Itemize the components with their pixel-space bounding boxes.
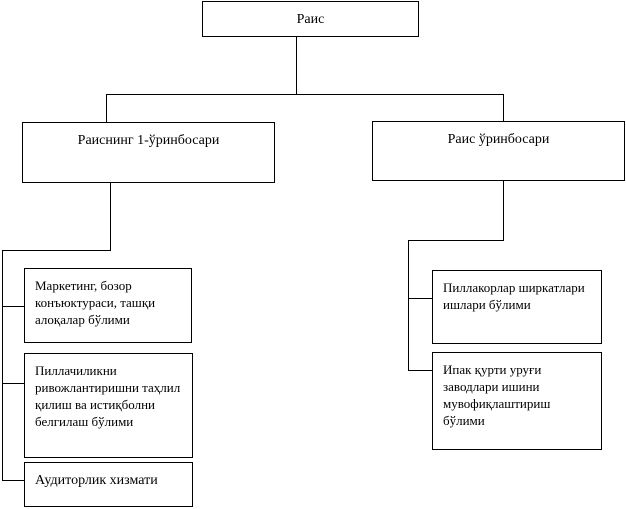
connector-to-dept-4: [408, 298, 432, 299]
dept-silkworm-label: Ипак қурти уруғи заводлари ишини мувофиқлаштириш бўлими: [443, 362, 551, 428]
connector-deputy-down: [503, 180, 504, 241]
dept-silkworm-box: [432, 352, 602, 450]
connector-deputy-bend: [408, 240, 504, 241]
connector-to-dept-2: [2, 383, 24, 384]
connector-top-horizontal: [106, 94, 504, 95]
connector-to-first-deputy: [106, 94, 107, 122]
deputy-box: [372, 121, 625, 181]
dept-audit-label: Аудиторлик хизмати: [35, 473, 158, 488]
connector-first-deputy-down: [110, 182, 111, 251]
root-box: [202, 1, 419, 37]
dept-marketing-box: [24, 268, 192, 343]
connector-to-deputy: [503, 94, 504, 121]
connector-to-dept-5: [408, 370, 432, 371]
dept-analysis-label: Пиллачиликни ривожлантиришни таҳлил қилиш ва истиқболни белгилаш бўлими: [35, 363, 181, 429]
connector-right-bus: [408, 240, 409, 371]
connector-first-deputy-bend: [2, 250, 111, 251]
first-deputy-label: Раиснинг 1-ўринбосари: [77, 133, 220, 148]
connector-to-dept-1: [2, 306, 24, 307]
connector-left-bus: [2, 250, 3, 481]
root-label: Раис: [296, 12, 325, 27]
dept-cooperatives-label: Пиллакорлар ширкатлари ишлари бўлими: [443, 280, 585, 312]
deputy-label: Раис ўринбосари: [447, 132, 550, 147]
connector-to-dept-3: [2, 480, 24, 481]
first-deputy-box: [22, 122, 275, 183]
dept-audit-box: [24, 462, 193, 507]
dept-analysis-box: [24, 353, 193, 458]
dept-cooperatives-box: [432, 270, 602, 344]
dept-marketing-label: Маркетинг, бозор конъюктураси, ташқи алоқалар бўлими: [35, 278, 156, 327]
connector-root-down: [296, 36, 297, 95]
